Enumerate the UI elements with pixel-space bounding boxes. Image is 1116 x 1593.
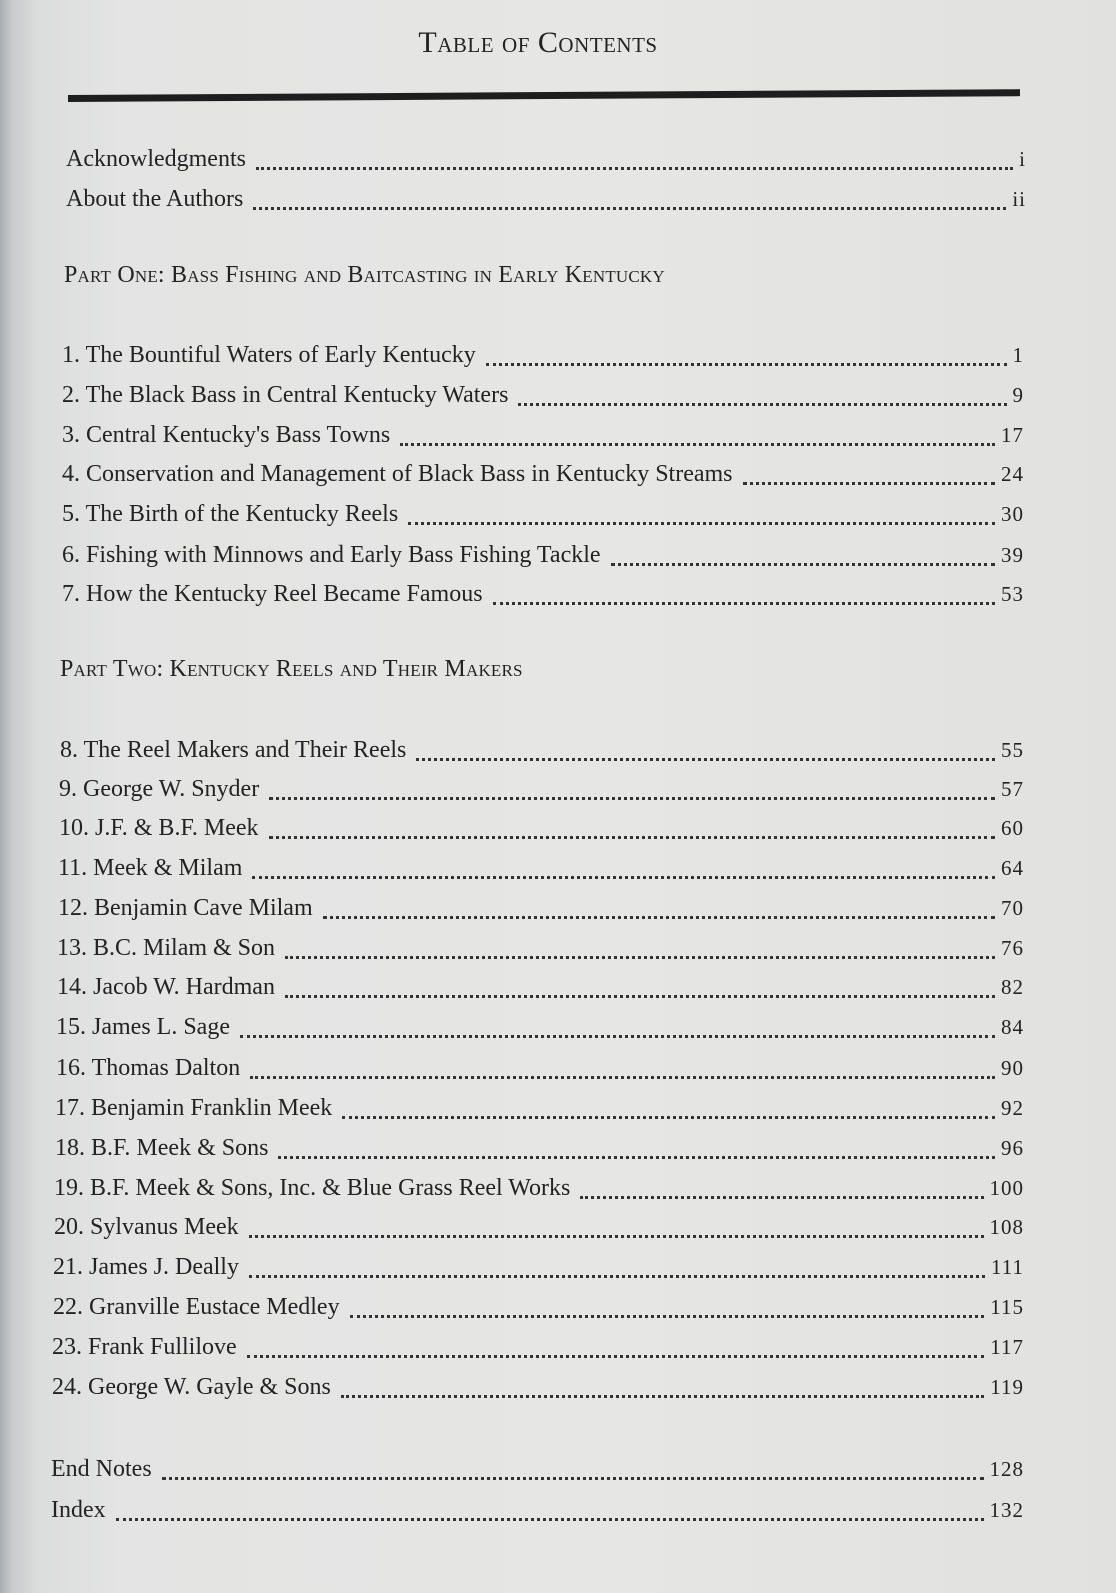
dot-leader: [249, 1235, 984, 1238]
toc-entry-chapter-23[interactable]: [52, 1334, 1024, 1364]
toc-entry-page: 1: [1012, 343, 1024, 367]
dot-leader: [350, 1315, 985, 1318]
dot-leader: [342, 1116, 995, 1119]
toc-entry-chapter-15[interactable]: [56, 1014, 1024, 1044]
part-one-heading: Part One: Bass Fishing and Baitcasting in Early Kentucky: [64, 262, 665, 288]
toc-entry-label: 17. Benjamin Franklin Meek: [55, 1095, 333, 1121]
dot-leader: [493, 602, 995, 605]
toc-entry-page: 132: [989, 1498, 1024, 1522]
toc-entry-chapter-7[interactable]: [62, 581, 1024, 611]
toc-entry-end-notes[interactable]: [51, 1456, 1024, 1486]
toc-entry-page: 9: [1012, 383, 1024, 407]
toc-entry-chapter-1[interactable]: [62, 342, 1024, 372]
toc-entry-chapter-20[interactable]: [54, 1214, 1024, 1244]
toc-entry-label: 8. The Reel Makers and Their Reels: [60, 737, 407, 763]
dot-leader: [162, 1477, 984, 1480]
dot-leader: [323, 916, 995, 919]
toc-entry-chapter-19[interactable]: [54, 1175, 1024, 1205]
toc-entry-chapter-3[interactable]: [62, 422, 1024, 452]
toc-entry-label: 6. Fishing with Minnows and Early Bass Fishing Tackle: [62, 542, 601, 568]
toc-entry-chapter-17[interactable]: [55, 1095, 1024, 1125]
toc-entry-page: ii: [1012, 187, 1026, 211]
toc-entry-label: 1. The Bountiful Waters of Early Kentucky: [62, 342, 476, 368]
toc-entry-chapter-24[interactable]: [52, 1374, 1024, 1404]
toc-entry-label: 4. Conservation and Management of Black Bass in Kentucky Streams: [62, 461, 733, 487]
toc-entry-page: i: [1019, 147, 1026, 171]
toc-entry-page: 24: [1001, 462, 1024, 486]
dot-leader: [256, 167, 1013, 170]
dot-leader: [269, 836, 995, 839]
dot-leader: [486, 363, 1007, 366]
dot-leader: [408, 522, 995, 525]
toc-entry-chapter-14[interactable]: [57, 974, 1024, 1004]
toc-entry-label: 12. Benjamin Cave Milam: [58, 895, 313, 921]
toc-entry-about-authors[interactable]: [66, 186, 1026, 216]
toc-entry-label: 24. George W. Gayle & Sons: [52, 1374, 331, 1400]
toc-entry-page: 70: [1001, 896, 1024, 920]
toc-entry-label: Acknowledgments: [66, 146, 246, 172]
toc-entry-label: 20. Sylvanus Meek: [54, 1214, 239, 1240]
toc-entry-label: 7. How the Kentucky Reel Became Famous: [62, 581, 483, 607]
toc-entry-page: 128: [989, 1457, 1024, 1481]
dot-leader: [116, 1518, 984, 1521]
toc-entry-page: 111: [991, 1255, 1024, 1279]
toc-entry-page: 17: [1001, 423, 1024, 447]
toc-entry-label: 2. The Black Bass in Central Kentucky Waters: [62, 382, 509, 408]
dot-leader: [400, 443, 995, 446]
toc-entry-page: 119: [990, 1375, 1024, 1399]
toc-entry-chapter-8[interactable]: [60, 737, 1024, 767]
toc-entry-chapter-4[interactable]: [62, 461, 1024, 491]
part-two-heading: Part Two: Kentucky Reels and Their Makers: [60, 656, 523, 682]
dot-leader: [611, 563, 995, 566]
toc-entry-label: 5. The Birth of the Kentucky Reels: [62, 501, 399, 527]
toc-entry-label: 23. Frank Fullilove: [52, 1334, 237, 1360]
toc-entry-page: 64: [1001, 856, 1024, 880]
toc-entry-label: 15. James L. Sage: [56, 1014, 230, 1040]
toc-entry-chapter-13[interactable]: [57, 935, 1024, 965]
toc-entry-label: 10. J.F. & B.F. Meek: [59, 815, 259, 841]
toc-entry-page: 60: [1001, 816, 1024, 840]
toc-entry-page: 117: [990, 1335, 1024, 1359]
toc-entry-label: 11. Meek & Milam: [58, 855, 243, 881]
toc-entry-page: 90: [1001, 1056, 1024, 1080]
dot-leader: [416, 758, 995, 761]
toc-entry-label: 3. Central Kentucky's Bass Towns: [62, 422, 391, 448]
toc-entry-chapter-16[interactable]: [56, 1055, 1024, 1085]
toc-entry-chapter-11[interactable]: [58, 855, 1024, 885]
dot-leader: [240, 1035, 995, 1038]
toc-entry-page: 39: [1001, 543, 1024, 567]
dot-leader: [580, 1196, 983, 1199]
toc-entry-chapter-21[interactable]: [53, 1254, 1024, 1284]
toc-entry-label: Index: [51, 1497, 106, 1523]
toc-entry-label: 18. B.F. Meek & Sons: [55, 1135, 269, 1161]
toc-entry-page: 30: [1001, 502, 1024, 526]
dot-leader: [518, 403, 1006, 406]
dot-leader: [341, 1395, 984, 1398]
toc-entry-chapter-5[interactable]: [62, 501, 1024, 531]
toc-entry-page: 57: [1001, 777, 1024, 801]
toc-entry-page: 100: [989, 1176, 1024, 1200]
toc-entry-page: 82: [1001, 975, 1024, 999]
toc-entry-chapter-9[interactable]: [59, 776, 1024, 806]
toc-entry-label: 22. Granville Eustace Medley: [53, 1294, 340, 1320]
toc-entry-page: 108: [989, 1215, 1024, 1239]
toc-entry-chapter-22[interactable]: [53, 1294, 1024, 1324]
title-rule: [68, 89, 1020, 102]
dot-leader: [285, 995, 995, 998]
toc-entry-label: 19. B.F. Meek & Sons, Inc. & Blue Grass Reel Works: [54, 1175, 571, 1201]
dot-leader: [252, 876, 995, 879]
toc-entry-page: 84: [1001, 1015, 1024, 1039]
dot-leader: [249, 1275, 985, 1278]
toc-entry-page: 76: [1001, 936, 1024, 960]
toc-entry-page: 55: [1001, 738, 1024, 762]
toc-entry-page: 92: [1001, 1096, 1024, 1120]
toc-entry-label: 9. George W. Snyder: [59, 776, 260, 802]
toc-entry-label: 14. Jacob W. Hardman: [57, 974, 275, 1000]
toc-entry-page: 53: [1001, 582, 1024, 606]
toc-entry-chapter-12[interactable]: [58, 895, 1024, 925]
toc-entry-chapter-10[interactable]: [59, 815, 1024, 845]
toc-entry-label: End Notes: [51, 1456, 152, 1482]
page-title: Table of Contents: [418, 26, 658, 59]
dot-leader: [743, 482, 995, 485]
dot-leader: [285, 956, 995, 959]
dot-leader: [278, 1156, 995, 1159]
dot-leader: [269, 797, 995, 800]
toc-entry-chapter-18[interactable]: [55, 1135, 1024, 1165]
toc-entry-chapter-6[interactable]: [62, 542, 1024, 572]
toc-entry-label: 16. Thomas Dalton: [56, 1055, 241, 1081]
toc-entry-page: 96: [1001, 1136, 1024, 1160]
dot-leader: [250, 1076, 995, 1079]
dot-leader: [247, 1355, 985, 1358]
toc-entry-label: 21. James J. Deally: [53, 1254, 239, 1280]
toc-entry-label: About the Authors: [66, 186, 244, 212]
toc-entry-index[interactable]: [51, 1497, 1024, 1527]
toc-entry-page: 115: [990, 1295, 1024, 1319]
dot-leader: [253, 207, 1006, 210]
toc-entry-acknowledgments[interactable]: [66, 146, 1026, 176]
toc-entry-chapter-2[interactable]: [62, 382, 1024, 412]
toc-entry-label: 13. B.C. Milam & Son: [57, 935, 276, 961]
